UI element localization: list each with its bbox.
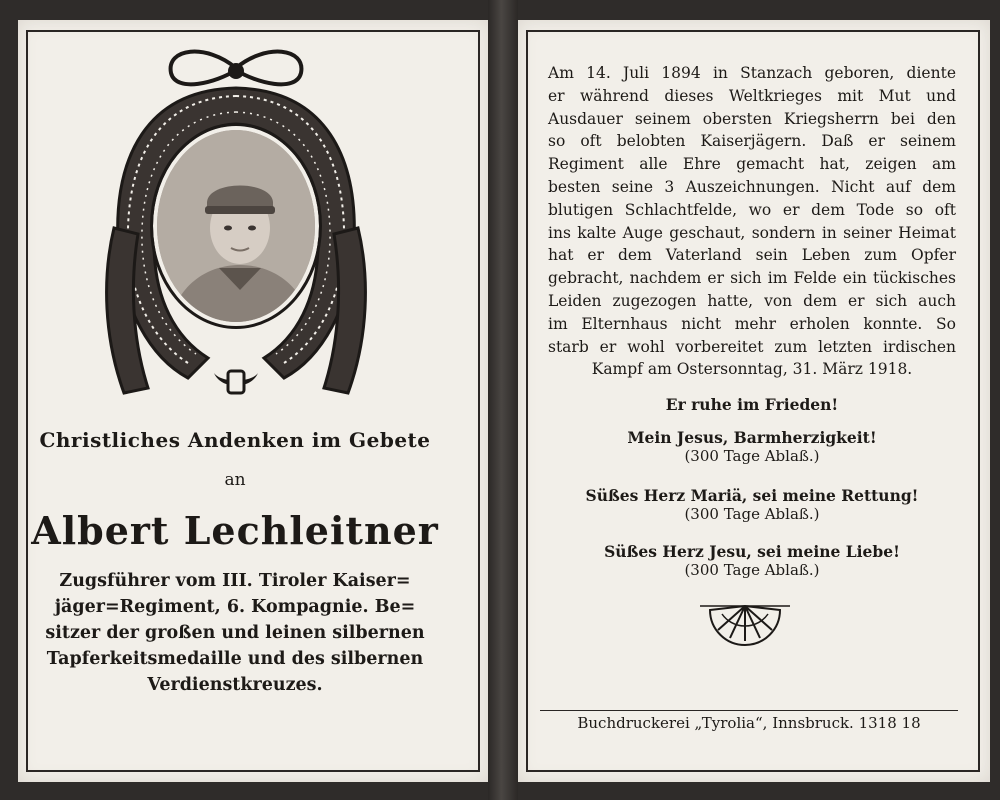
rank-description: [26, 568, 444, 698]
biography-line: Regiment alle Ehre gemacht hat, zeigen am: [548, 155, 956, 174]
prayer-indulgence: (300 Tage Ablaß.): [684, 447, 820, 465]
description-line: sitzer der großen und leinen silbernen: [45, 623, 425, 643]
description-line: Tapferkeitsmedaille und des silbernen: [46, 649, 424, 669]
biography-line: er während dieses Weltkrieges mit Mut und: [548, 86, 956, 105]
prayer-1: [548, 428, 956, 465]
prayer-3: [548, 542, 956, 579]
footer-rule: [540, 710, 958, 711]
biography-line: im Elternhaus nicht mehr erholen konnte. So: [548, 314, 956, 333]
wreath-frame: [96, 38, 376, 398]
biography-line: gebracht, nachdem er sich im Felde ein tückisches: [548, 269, 956, 288]
printer-imprint: Buchdruckerei „Tyrolia“, Innsbruck. 1318 18: [577, 714, 921, 732]
biography-line: ins kalte Auge geschaut, sondern in seiner Heimat: [548, 223, 956, 242]
memorial-heading: Christliches Andenken im Gebete: [39, 428, 431, 452]
biography-line: so oft belobten Kaiserjägern. Daß er seinem: [548, 132, 956, 151]
prayer-title: Süßes Herz Mariä, sei meine Rettung!: [585, 486, 919, 505]
prayer-title: Süßes Herz Jesu, sei meine Liebe!: [604, 542, 900, 561]
soldier-portrait: [153, 126, 319, 326]
dedication-word: an: [224, 470, 246, 490]
biography-line: Leiden zugezogen hatte, von dem er sich auch: [548, 291, 956, 310]
biography-line: blutigen Schlachtfelde, wo er dem Tode so oft: [548, 200, 956, 219]
biography-line: Ausdauer seinem obersten Kriegsherrn bei den: [548, 109, 956, 128]
description-line: Verdienstkreuzes.: [147, 675, 323, 695]
prayer-title: Mein Jesus, Barmherzigkeit!: [627, 428, 877, 447]
biography-text: [548, 62, 956, 381]
biography-line: Kampf am Ostersonntag, 31. März 1918.: [591, 360, 913, 379]
description-line: jäger=Regiment, 6. Kompagnie. Be=: [54, 597, 416, 617]
biography-line: Am 14. Juli 1894 in Stanzach geboren, diente: [548, 64, 956, 82]
biography-line: besten seine 3 Auszeichnungen. Nicht auf dem: [548, 177, 956, 196]
soldier-photo: [157, 130, 319, 326]
description-line: Zugsführer vom III. Tiroler Kaiser=: [59, 571, 411, 591]
deceased-name: Albert Lechleitner: [31, 508, 439, 553]
rest-in-peace-text: Er ruhe im Frieden!: [665, 395, 839, 414]
card-fold: [488, 0, 518, 800]
biography-line: starb er wohl vorbereitet zum letzten irdischen: [548, 337, 956, 356]
biography-line: hat er dem Vaterland sein Leben zum Opfer: [548, 246, 956, 265]
fan-ornament-icon: [700, 600, 790, 646]
rest-in-peace: [548, 395, 956, 414]
prayer-indulgence: (300 Tage Ablaß.): [684, 505, 820, 523]
prayer-indulgence: (300 Tage Ablaß.): [684, 561, 820, 579]
prayer-2: [548, 486, 956, 523]
